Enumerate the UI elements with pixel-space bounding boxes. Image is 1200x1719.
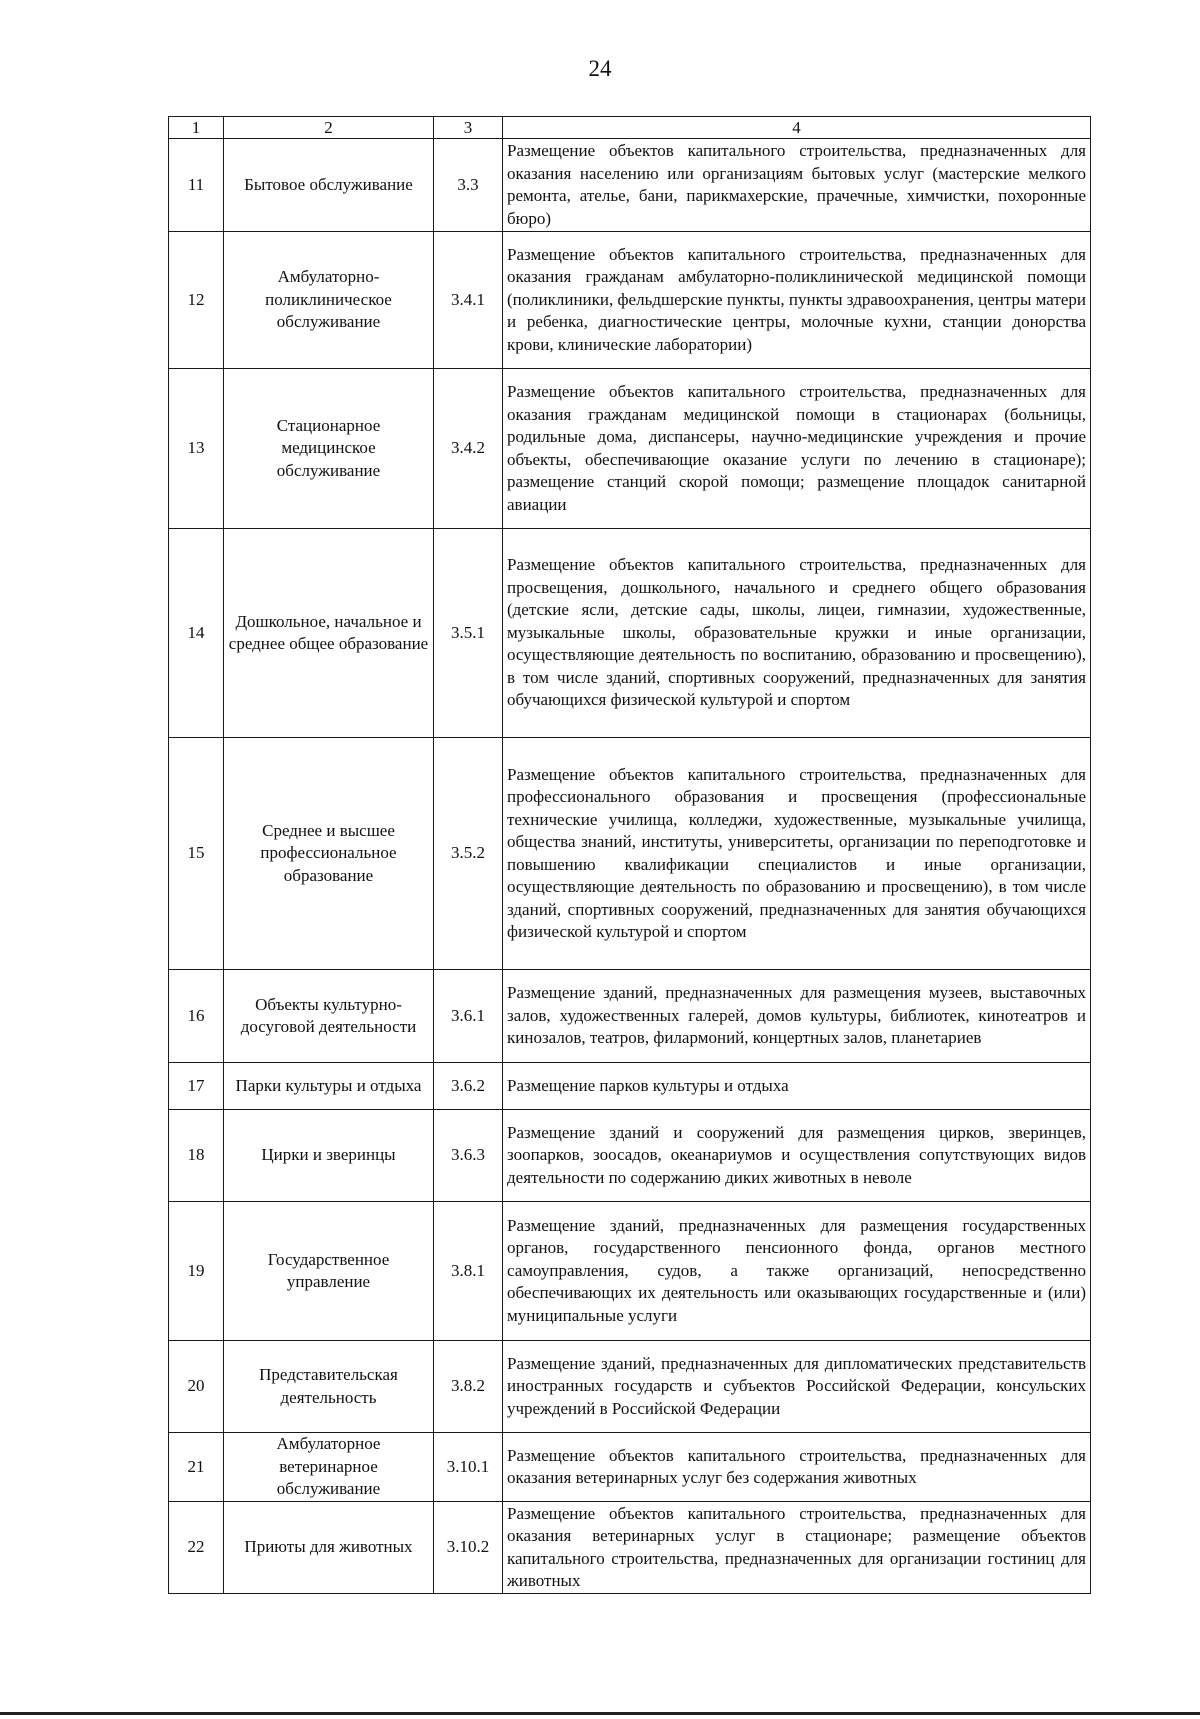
- use-type-description-cell: Размещение зданий и сооружений для размещения цирков, зверинцев, зоопарков, зоосадов, океанариумов и осуществления сопутствующих видов деятельности по содержанию диких животных в неволе: [503, 1110, 1091, 1202]
- use-type-code-cell: 3.4.2: [434, 369, 503, 529]
- table-row: [169, 1202, 1091, 1341]
- row-number-cell: 19: [169, 1202, 224, 1341]
- table-row: [169, 529, 1091, 738]
- use-type-description-cell: Размещение объектов капитального строительства, предназначенных для оказания населению или организациям бытовых услуг (мастерские мелкого ремонта, ателье, бани, парикмахерские, прачечные, химчистки, похоронные бюро): [503, 139, 1091, 232]
- table-row: [169, 1433, 1091, 1502]
- table-row: [169, 139, 1091, 232]
- table-row: [169, 1341, 1091, 1433]
- table-row: [169, 970, 1091, 1063]
- table-body: [169, 139, 1091, 1594]
- use-type-name-cell: Стационарное медицинское обслуживание: [224, 369, 434, 529]
- use-type-code-cell: 3.3: [434, 139, 503, 232]
- table-header-row: [169, 117, 1091, 139]
- use-type-code-cell: 3.8.1: [434, 1202, 503, 1341]
- use-type-description-cell: Размещение зданий, предназначенных для дипломатических представительств иностранных государств и субъектов Российской Федерации, консульских учреждений в Российской Федерации: [503, 1341, 1091, 1433]
- use-type-name-cell: Приюты для животных: [224, 1502, 434, 1594]
- use-type-name-cell: Объекты культурно-досуговой деятельности: [224, 970, 434, 1063]
- row-number-cell: 22: [169, 1502, 224, 1594]
- use-type-description-cell: Размещение объектов капитального строительства, предназначенных для оказания гражданам амбулаторно-поликлинической медицинской помощи (поликлиники, фельдшерские пункты, пункты здравоохранения, центры матери и ребенка, диагностические центры, молочные кухни, станции донорства крови, клинические лаборатории): [503, 232, 1091, 369]
- row-number-cell: 13: [169, 369, 224, 529]
- column-header: 1: [169, 117, 224, 139]
- column-header: 4: [503, 117, 1091, 139]
- row-number-cell: 14: [169, 529, 224, 738]
- column-header: 3: [434, 117, 503, 139]
- use-type-code-cell: 3.5.2: [434, 738, 503, 970]
- row-number-cell: 11: [169, 139, 224, 232]
- use-type-name-cell: Бытовое обслуживание: [224, 139, 434, 232]
- use-type-description-cell: Размещение объектов капитального строительства, предназначенных для оказания ветеринарных услуг без содержания животных: [503, 1433, 1091, 1502]
- use-type-description-cell: Размещение зданий, предназначенных для размещения музеев, выставочных залов, художественных галерей, домов культуры, библиотек, кинотеатров и кинозалов, театров, филармоний, концертных залов, планетариев: [503, 970, 1091, 1063]
- column-header: 2: [224, 117, 434, 139]
- row-number-cell: 18: [169, 1110, 224, 1202]
- table-row: [169, 1502, 1091, 1594]
- use-type-description-cell: Размещение объектов капитального строительства, предназначенных для профессионального образования и просвещения (профессиональные технические училища, колледжи, художественные, музыкальные училища, общества знаний, институты, университеты, организации по переподготовке и повышению квалификации специалистов и иные организации, осуществляющие деятельность по образованию и просвещению), в том числе зданий, спортивных сооружений, предназначенных для занятия обучающихся физической культурой и спортом: [503, 738, 1091, 970]
- use-type-name-cell: Цирки и зверинцы: [224, 1110, 434, 1202]
- use-type-code-cell: 3.5.1: [434, 529, 503, 738]
- use-type-description-cell: Размещение объектов капитального строительства, предназначенных для оказания ветеринарных услуг в стационаре; размещение объектов капитального строительства, предназначенных для организации гостиниц для животных: [503, 1502, 1091, 1594]
- row-number-cell: 20: [169, 1341, 224, 1433]
- use-type-code-cell: 3.10.2: [434, 1502, 503, 1594]
- use-type-description-cell: Размещение объектов капитального строительства, предназначенных для просвещения, дошкольного, начального и среднего общего образования (детские ясли, детские сады, школы, лицеи, гимназии, художественные, музыкальные школы, образовательные кружки и иные организации, осуществляющие деятельность по воспитанию, образованию и просвещению), в том числе зданий, спортивных сооружений, предназначенных для занятия обучающихся физической культурой и спортом: [503, 529, 1091, 738]
- use-type-code-cell: 3.4.1: [434, 232, 503, 369]
- table-row: [169, 232, 1091, 369]
- row-number-cell: 12: [169, 232, 224, 369]
- table-row: [169, 1110, 1091, 1202]
- use-type-description-cell: Размещение зданий, предназначенных для размещения государственных органов, государственного пенсионного фонда, органов местного самоуправления, судов, а также организаций, непосредственно обеспечивающих их деятельность или оказывающих государственные и (или) муниципальные услуги: [503, 1202, 1091, 1341]
- use-type-code-cell: 3.6.1: [434, 970, 503, 1063]
- use-type-code-cell: 3.6.2: [434, 1063, 503, 1110]
- use-type-name-cell: Парки культуры и отдыха: [224, 1063, 434, 1110]
- use-type-description-cell: Размещение парков культуры и отдыха: [503, 1063, 1091, 1110]
- use-type-name-cell: Амбулаторно-поликлиническое обслуживание: [224, 232, 434, 369]
- table-row: [169, 1063, 1091, 1110]
- land-use-table: [168, 116, 1091, 1594]
- use-type-name-cell: Амбулаторное ветеринарное обслуживание: [224, 1433, 434, 1502]
- row-number-cell: 15: [169, 738, 224, 970]
- use-type-code-cell: 3.10.1: [434, 1433, 503, 1502]
- row-number-cell: 17: [169, 1063, 224, 1110]
- page-number: 24: [588, 56, 612, 81]
- use-type-name-cell: Дошкольное, начальное и среднее общее образование: [224, 529, 434, 738]
- use-type-code-cell: 3.6.3: [434, 1110, 503, 1202]
- use-type-description-cell: Размещение объектов капитального строительства, предназначенных для оказания гражданам медицинской помощи в стационарах (больницы, родильные дома, диспансеры, научно-медицинские учреждения и прочие объекты, обеспечивающие оказание услуги по лечению в стационаре); размещение станций скорой помощи; размещение площадок санитарной авиации: [503, 369, 1091, 529]
- use-type-code-cell: 3.8.2: [434, 1341, 503, 1433]
- table-row: [169, 369, 1091, 529]
- table-row: [169, 738, 1091, 970]
- use-type-name-cell: Представительская деятельность: [224, 1341, 434, 1433]
- use-type-name-cell: Государственное управление: [224, 1202, 434, 1341]
- use-type-name-cell: Среднее и высшее профессиональное образование: [224, 738, 434, 970]
- row-number-cell: 21: [169, 1433, 224, 1502]
- row-number-cell: 16: [169, 970, 224, 1063]
- bottom-divider: [0, 1712, 1200, 1715]
